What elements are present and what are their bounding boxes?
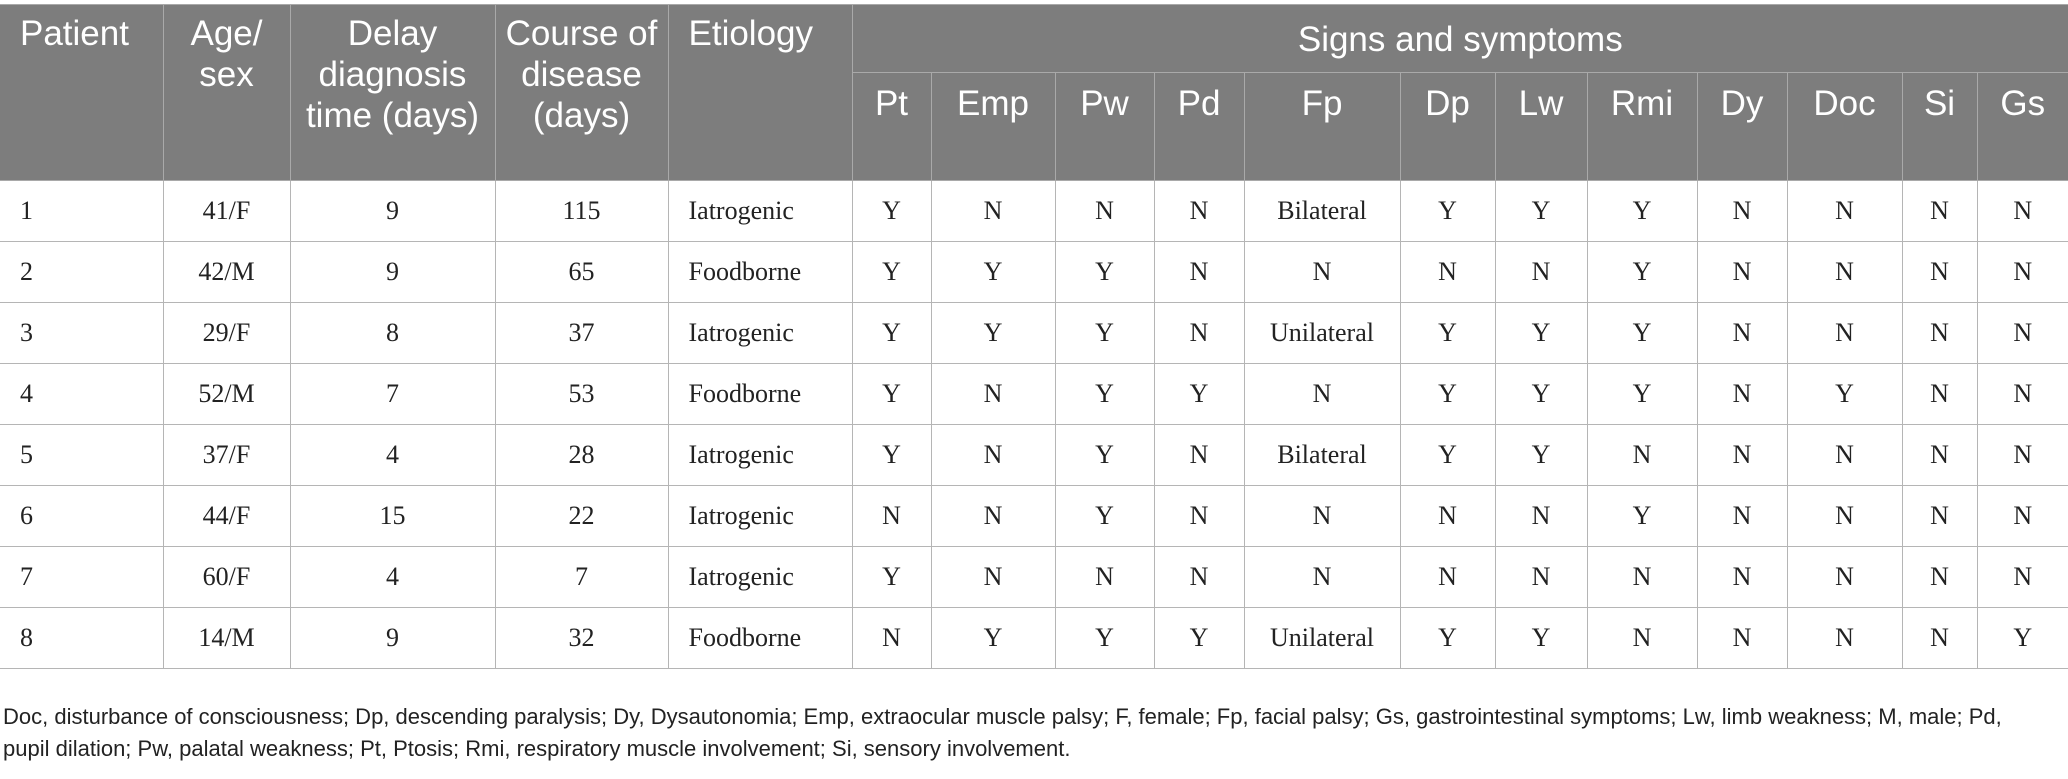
cell-pd: N — [1154, 425, 1244, 486]
cell-dy: N — [1697, 303, 1787, 364]
header-delay-diagnosis: Delay diagnosis time (days) — [290, 5, 495, 181]
cell-gs: N — [1977, 181, 2068, 242]
cell-etiology: Iatrogenic — [668, 181, 852, 242]
cell-etiology: Iatrogenic — [668, 303, 852, 364]
header-emp: Emp — [931, 73, 1055, 181]
cell-rmi: Y — [1587, 303, 1697, 364]
cell-etiology: Iatrogenic — [668, 547, 852, 608]
cell-etiology: Iatrogenic — [668, 425, 852, 486]
cell-rmi: Y — [1587, 486, 1697, 547]
cell-dy: N — [1697, 242, 1787, 303]
cell-si: N — [1902, 608, 1977, 669]
table-row — [0, 425, 2068, 486]
cell-emp: N — [931, 364, 1055, 425]
cell-pd: N — [1154, 242, 1244, 303]
cell-age-sex: 60/F — [163, 547, 290, 608]
cell-lw: Y — [1495, 425, 1587, 486]
header-rmi: Rmi — [1587, 73, 1697, 181]
cell-doc: N — [1787, 181, 1902, 242]
cell-pt: N — [852, 486, 931, 547]
cell-pd: N — [1154, 486, 1244, 547]
cell-pw: Y — [1055, 242, 1154, 303]
cell-gs: N — [1977, 242, 2068, 303]
cell-pw: N — [1055, 181, 1154, 242]
cell-emp: N — [931, 486, 1055, 547]
cell-pd: N — [1154, 303, 1244, 364]
cell-fp: Bilateral — [1244, 425, 1400, 486]
cell-si: N — [1902, 303, 1977, 364]
cell-si: N — [1902, 242, 1977, 303]
cell-fp: Unilateral — [1244, 608, 1400, 669]
cell-pt: Y — [852, 242, 931, 303]
header-signs-and-symptoms: Signs and symptoms — [852, 5, 2068, 73]
header-pw: Pw — [1055, 73, 1154, 181]
cell-age-sex: 52/M — [163, 364, 290, 425]
cell-pw: Y — [1055, 303, 1154, 364]
cell-pd: N — [1154, 181, 1244, 242]
cell-delay: 15 — [290, 486, 495, 547]
cell-gs: N — [1977, 425, 2068, 486]
cell-lw: N — [1495, 547, 1587, 608]
cell-course: 115 — [495, 181, 668, 242]
cell-lw: Y — [1495, 303, 1587, 364]
cell-pt: N — [852, 608, 931, 669]
cell-pw: Y — [1055, 608, 1154, 669]
cell-dy: N — [1697, 608, 1787, 669]
table-footnote: Doc, disturbance of consciousness; Dp, descending paralysis; Dy, Dysautonomia; Emp, extraocular muscle palsy; F, female; Fp, facial palsy; Gs, gastrointestinal symptoms; Lw, limb weakness; M, male; Pd, pupil dilation; Pw, palatal weakness; Pt, Ptosis; Rmi, respiratory muscle involvement; Si, sensory involvement. — [3, 704, 2002, 761]
cell-dp: Y — [1400, 303, 1495, 364]
cell-gs: N — [1977, 486, 2068, 547]
cell-course: 53 — [495, 364, 668, 425]
cell-doc: N — [1787, 303, 1902, 364]
cell-lw: N — [1495, 242, 1587, 303]
cell-dy: N — [1697, 486, 1787, 547]
cell-pt: Y — [852, 425, 931, 486]
cell-gs: N — [1977, 364, 2068, 425]
cell-dp: N — [1400, 486, 1495, 547]
cell-lw: N — [1495, 486, 1587, 547]
cell-age-sex: 37/F — [163, 425, 290, 486]
table-row — [0, 547, 2068, 608]
cell-dp: Y — [1400, 364, 1495, 425]
cell-emp: Y — [931, 242, 1055, 303]
cell-pt: Y — [852, 303, 931, 364]
cell-patient: 3 — [0, 303, 163, 364]
cell-gs: N — [1977, 303, 2068, 364]
table-row — [0, 242, 2068, 303]
cell-course: 22 — [495, 486, 668, 547]
header-dy: Dy — [1697, 73, 1787, 181]
header-doc: Doc — [1787, 73, 1902, 181]
cell-delay: 9 — [290, 181, 495, 242]
header-age-sex: Age/ sex — [163, 5, 290, 181]
cell-emp: N — [931, 547, 1055, 608]
cell-rmi: Y — [1587, 364, 1697, 425]
cell-emp: Y — [931, 608, 1055, 669]
cell-rmi: Y — [1587, 181, 1697, 242]
cell-doc: N — [1787, 547, 1902, 608]
cell-fp: Unilateral — [1244, 303, 1400, 364]
cell-rmi: N — [1587, 608, 1697, 669]
cell-course: 28 — [495, 425, 668, 486]
cell-lw: Y — [1495, 364, 1587, 425]
cell-lw: Y — [1495, 608, 1587, 669]
cell-dp: Y — [1400, 608, 1495, 669]
header-fp: Fp — [1244, 73, 1400, 181]
cell-age-sex: 44/F — [163, 486, 290, 547]
cell-gs: N — [1977, 547, 2068, 608]
cell-delay: 9 — [290, 608, 495, 669]
table-row — [0, 364, 2068, 425]
header-dp: Dp — [1400, 73, 1495, 181]
cell-pw: Y — [1055, 425, 1154, 486]
cell-course: 32 — [495, 608, 668, 669]
cell-age-sex: 29/F — [163, 303, 290, 364]
cell-etiology: Foodborne — [668, 364, 852, 425]
patient-table — [0, 4, 2068, 669]
table-row — [0, 486, 2068, 547]
cell-dy: N — [1697, 547, 1787, 608]
cell-emp: Y — [931, 303, 1055, 364]
cell-age-sex: 42/M — [163, 242, 290, 303]
header-pt: Pt — [852, 73, 931, 181]
cell-dp: N — [1400, 242, 1495, 303]
cell-si: N — [1902, 181, 1977, 242]
cell-fp: N — [1244, 547, 1400, 608]
header-patient: Patient — [0, 5, 163, 181]
cell-course: 37 — [495, 303, 668, 364]
cell-si: N — [1902, 486, 1977, 547]
cell-course: 7 — [495, 547, 668, 608]
cell-si: N — [1902, 364, 1977, 425]
header-si: Si — [1902, 73, 1977, 181]
cell-emp: N — [931, 181, 1055, 242]
cell-etiology: Iatrogenic — [668, 486, 852, 547]
cell-dp: Y — [1400, 181, 1495, 242]
cell-doc: N — [1787, 242, 1902, 303]
cell-si: N — [1902, 547, 1977, 608]
cell-pt: Y — [852, 181, 931, 242]
header-lw: Lw — [1495, 73, 1587, 181]
cell-pd: Y — [1154, 364, 1244, 425]
cell-fp: N — [1244, 486, 1400, 547]
cell-patient: 1 — [0, 181, 163, 242]
cell-lw: Y — [1495, 181, 1587, 242]
cell-doc: N — [1787, 425, 1902, 486]
header-pd: Pd — [1154, 73, 1244, 181]
cell-doc: Y — [1787, 364, 1902, 425]
cell-pd: Y — [1154, 608, 1244, 669]
cell-delay: 4 — [290, 425, 495, 486]
cell-rmi: N — [1587, 425, 1697, 486]
cell-gs: Y — [1977, 608, 2068, 669]
cell-etiology: Foodborne — [668, 608, 852, 669]
table-row — [0, 303, 2068, 364]
cell-age-sex: 14/M — [163, 608, 290, 669]
cell-patient: 8 — [0, 608, 163, 669]
table-row — [0, 608, 2068, 669]
cell-course: 65 — [495, 242, 668, 303]
cell-pw: Y — [1055, 364, 1154, 425]
cell-rmi: Y — [1587, 242, 1697, 303]
cell-patient: 6 — [0, 486, 163, 547]
cell-dy: N — [1697, 181, 1787, 242]
cell-rmi: N — [1587, 547, 1697, 608]
cell-patient: 2 — [0, 242, 163, 303]
cell-fp: N — [1244, 242, 1400, 303]
cell-dy: N — [1697, 425, 1787, 486]
cell-doc: N — [1787, 486, 1902, 547]
cell-patient: 5 — [0, 425, 163, 486]
cell-pd: N — [1154, 547, 1244, 608]
cell-delay: 8 — [290, 303, 495, 364]
cell-age-sex: 41/F — [163, 181, 290, 242]
cell-pw: N — [1055, 547, 1154, 608]
cell-pt: Y — [852, 547, 931, 608]
cell-dp: Y — [1400, 425, 1495, 486]
cell-patient: 4 — [0, 364, 163, 425]
cell-si: N — [1902, 425, 1977, 486]
header-gs: Gs — [1977, 73, 2068, 181]
cell-delay: 7 — [290, 364, 495, 425]
cell-doc: N — [1787, 608, 1902, 669]
cell-dy: N — [1697, 364, 1787, 425]
cell-delay: 4 — [290, 547, 495, 608]
table-body — [0, 181, 2068, 669]
cell-delay: 9 — [290, 242, 495, 303]
cell-fp: Bilateral — [1244, 181, 1400, 242]
header-etiology: Etiology — [668, 5, 852, 181]
cell-pw: Y — [1055, 486, 1154, 547]
cell-patient: 7 — [0, 547, 163, 608]
cell-etiology: Foodborne — [668, 242, 852, 303]
header-course-of-disease: Course of disease (days) — [495, 5, 668, 181]
cell-emp: N — [931, 425, 1055, 486]
table-row — [0, 181, 2068, 242]
cell-fp: N — [1244, 364, 1400, 425]
cell-dp: N — [1400, 547, 1495, 608]
cell-pt: Y — [852, 364, 931, 425]
